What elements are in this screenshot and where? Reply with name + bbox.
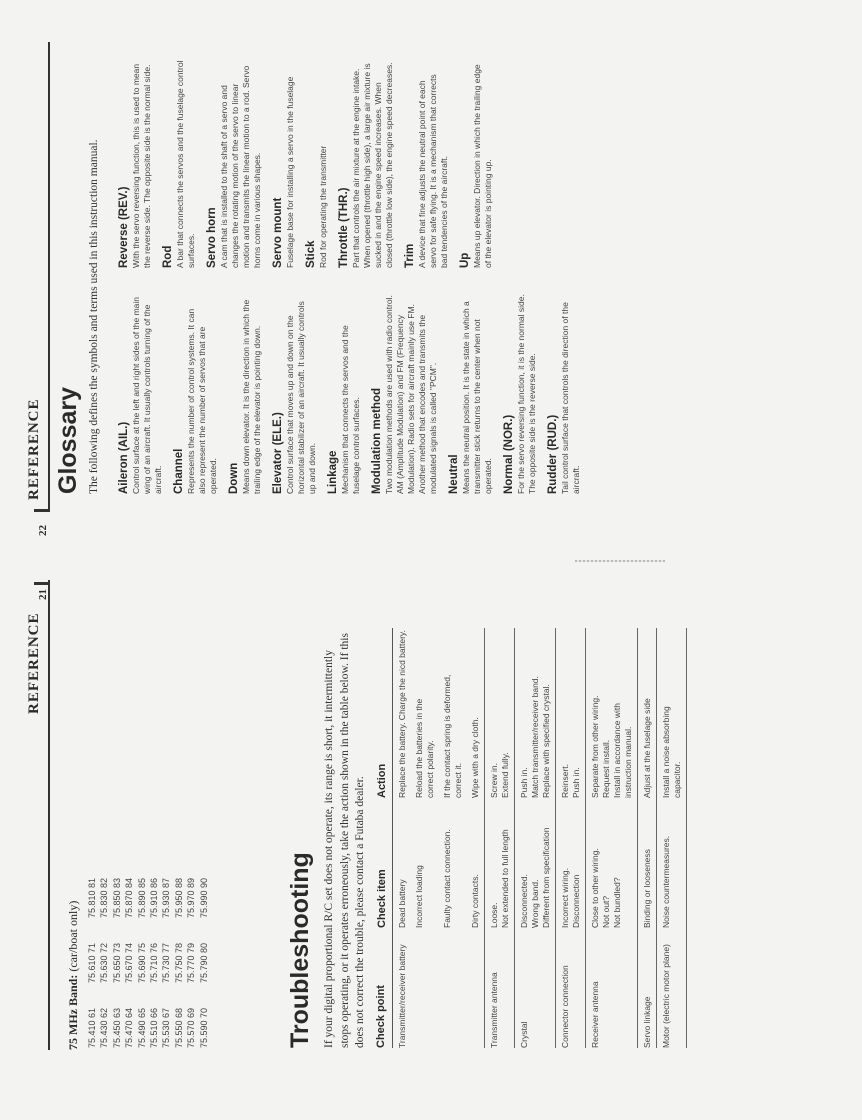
frequency-column — [86, 1008, 210, 1048]
check-action-group — [560, 628, 582, 928]
frequency-entry: 75.450 63 — [111, 1007, 122, 1048]
header-rule — [48, 580, 50, 1050]
header-check-item: Check item — [376, 869, 388, 928]
glossary-definition: A cam that is installed to the shaft of a servo and changes the rotating motion of the servo to linear motion and transmits the linear motion to a rod. Servo horns come in various shapes. — [219, 65, 262, 268]
frequency-entry: 75.910 86 — [149, 877, 160, 918]
header-check-point: Check point — [375, 985, 387, 1048]
page-21 — [0, 560, 862, 1120]
glossary-term: Down — [228, 462, 240, 494]
check-item-cell: Dirty contacts. — [470, 874, 480, 928]
glossary-definition: Means the neutral position. It is the state in which a transmitter stick returns to the center when not operated. — [461, 301, 493, 494]
check-action-pair — [489, 628, 511, 928]
action-cell: Install a noise absorbing capacitor. — [661, 706, 682, 798]
table-header — [376, 628, 393, 1048]
frequency-entry: 75.870 84 — [124, 877, 135, 918]
check-point-cell: Crystal — [519, 1021, 529, 1048]
glossary-term: Aileron (AIL.) — [118, 421, 130, 494]
header-rule — [48, 42, 50, 512]
glossary-definition: Tail control surface that controls the direction of the aircraft. — [560, 302, 581, 494]
action-cell: Reload the batteries in the correct polarity. — [414, 698, 435, 798]
frequency-entry: 75.950 88 — [173, 877, 184, 918]
glossary-intro: The following defines the symbols and terms used in this instruction manual. — [88, 139, 100, 494]
check-item-cell: Disconnected. Wrong band. Different from specification — [519, 827, 551, 928]
glossary-definition: Mechanism that connects the servos and the fuselage control surfaces. — [340, 325, 361, 494]
table-body — [393, 628, 687, 1048]
frequency-entry: 75.610 71 — [87, 942, 97, 983]
gutter-shadow — [575, 560, 665, 562]
action-cell: Replace the battery. Charge the nicd battery. — [397, 630, 407, 798]
table-row — [657, 628, 687, 1048]
table-row — [485, 628, 515, 1048]
check-point-cell: Receiver antenna — [590, 981, 600, 1048]
table-row — [638, 628, 657, 1048]
glossary-term: Stick — [305, 240, 317, 268]
header-bar — [34, 582, 50, 585]
frequency-entry: 75.510 66 — [149, 1007, 160, 1048]
table-row — [515, 628, 556, 1048]
header-action: Action — [376, 763, 388, 798]
glossary-term: Channel — [173, 448, 185, 494]
frequency-entry: 75.810 81 — [87, 877, 97, 918]
frequency-entry: 75.710 76 — [149, 942, 160, 983]
check-action-pair — [590, 628, 634, 928]
check-action-group — [642, 628, 653, 928]
frequency-column — [86, 878, 210, 918]
frequency-entry: 75.630 72 — [99, 942, 110, 983]
frequency-entry: 75.530 67 — [161, 1007, 172, 1048]
page-number: 22 — [37, 525, 49, 536]
frequency-entry: 75.490 65 — [136, 1007, 147, 1048]
check-action-pair — [661, 628, 683, 928]
band-title — [66, 901, 81, 1050]
troubleshooting-title: Troubleshooting — [286, 852, 314, 1048]
glossary-column — [118, 294, 582, 494]
frequency-column — [86, 943, 210, 983]
frequency-entry: 75.930 87 — [161, 877, 172, 918]
glossary-term: Neutral — [448, 454, 460, 494]
frequency-entry: 75.730 77 — [161, 942, 172, 983]
action-cell: Adjust at the fuselage side — [642, 698, 652, 798]
glossary-definition: Means up elevator. Direction in which the trailing edge of the elevator is pointing up. — [472, 64, 493, 268]
page-number: 21 — [37, 589, 49, 600]
action-cell: Reinsert. Push in. — [560, 763, 581, 798]
glossary-definition: For the servo reversing function, it is the normal side. The opposite side is the reverse side. — [516, 294, 537, 494]
check-action-pair — [397, 628, 408, 928]
frequency-entry: 75.830 82 — [99, 877, 110, 918]
frequency-entry: 75.410 61 — [87, 1007, 97, 1048]
frequency-entry: 75.590 70 — [198, 1007, 209, 1048]
glossary-term: Modulation method — [371, 387, 383, 494]
glossary-definition: A bar that connects the servos and the fuselage control surfaces. — [175, 60, 196, 268]
check-action-group — [489, 628, 511, 928]
glossary-definition: Fuselage base for installing a servo in the fuselage — [285, 76, 295, 268]
check-action-group — [397, 628, 481, 928]
frequency-entry: 75.990 90 — [198, 877, 209, 918]
check-item-cell: Incorrect loading — [414, 865, 424, 928]
check-point-cell: Motor (electric motor plane) — [661, 944, 671, 1048]
check-point-cell: Transmitter/receiver battery — [397, 944, 407, 1048]
frequency-entry: 75.550 68 — [173, 1007, 184, 1048]
glossary-term: Reverse (REV.) — [118, 186, 130, 268]
table-row — [556, 628, 586, 1048]
frequency-entry: 75.670 74 — [124, 942, 135, 983]
check-point-cell: Transmitter antenna — [489, 972, 499, 1048]
table-row — [393, 628, 485, 1048]
frequency-entry: 75.750 78 — [173, 942, 184, 983]
glossary-term: Trim — [404, 243, 416, 268]
glossary-definition: With the servo reversing function, this is used to mean the reverse side. The opposite side is the normal side. — [131, 63, 152, 268]
action-cell: Screw in. Extend fully. — [489, 752, 510, 798]
page-header: REFERENCE — [26, 612, 42, 714]
glossary-term: Elevator (ELE.) — [272, 412, 284, 494]
glossary-definition: Two modulation methods are used with radio control. AM (Amplitude Modulation) and FM (Frequency Modulation). Radio sets for aircraft mainly use FM. Another method that encodes and transmits the modulated signals is called "PCM". — [384, 295, 438, 494]
check-action-pair — [642, 628, 653, 928]
glossary-term: Servo mount — [272, 197, 284, 268]
check-point-cell: Servo linkage — [642, 996, 652, 1048]
check-action-pair — [519, 628, 552, 928]
check-item-cell: Binding or looseness — [642, 849, 652, 928]
frequency-entry: 75.430 62 — [99, 1007, 110, 1048]
check-item-cell: Loose. Not extended to full length — [489, 829, 510, 928]
glossary-definition: Part that controls the air mixture at the engine intake. When opened (throttle high side), a large air mixture is sucked in and the engine speed increases. When closed (throttle low side), the engine speed decreases. — [351, 62, 394, 268]
frequency-entry: 75.890 85 — [136, 877, 147, 918]
check-action-group — [519, 628, 552, 928]
check-action-group — [590, 628, 634, 928]
action-cell: Push in. Match transmitter/receiver band. Replace with specified crystal. — [519, 676, 551, 798]
frequency-entry: 75.970 89 — [186, 877, 197, 918]
check-item-cell: Faulty contact connection. — [442, 829, 452, 928]
action-cell: Wipe with a dry cloth. — [470, 717, 480, 798]
frequency-entry: 75.470 64 — [124, 1007, 135, 1048]
check-action-pair — [560, 628, 582, 928]
troubleshooting-intro: If your digital proportional R/C set does not operate, its range is short, it intermittently stops operating, or it operates erroneously, take the action shown in the table below. If this does not correct the trouble, please contact a Futaba dealer. — [323, 633, 366, 1048]
troubleshooting-table — [376, 628, 687, 1048]
check-action-pair — [442, 628, 464, 928]
glossary-term: Throttle (THR.) — [338, 187, 350, 268]
glossary-term: Rod — [162, 245, 174, 268]
page-header: REFERENCE — [26, 398, 42, 500]
frequency-entry: 75.770 79 — [186, 942, 197, 983]
check-item-cell: Close to other wiring. Not out? Not bundled? — [590, 848, 622, 928]
check-action-pair — [470, 628, 481, 928]
glossary-column — [118, 60, 494, 268]
check-item-cell: Noise countermeasures. — [661, 835, 671, 928]
glossary-definition: Rod for operating the transmitter — [318, 145, 328, 268]
glossary-definition: A device that fine adjusts the neutral point of each servo for safe flying. It is a mechanism that corrects bad tendencies of the aircraft. — [417, 74, 449, 268]
check-action-pair — [414, 628, 436, 928]
action-cell: Separate from other wiring. Request install. Install in accordance with instruction manual. — [590, 695, 633, 798]
check-item-cell: Incorrect wiring. Disconnection — [560, 868, 581, 928]
glossary-title: Glossary — [54, 386, 82, 494]
frequency-entry: 75.570 69 — [186, 1007, 197, 1048]
glossary-definition: Means down elevator. It is the direction in which the trailing edge of the elevator is pointing down. — [241, 299, 262, 494]
glossary-term: Servo horn — [206, 207, 218, 268]
glossary-term: Up — [459, 252, 471, 268]
table-row — [586, 628, 638, 1048]
frequency-entry: 75.790 80 — [198, 942, 209, 983]
check-item-cell: Dead battery — [397, 879, 407, 928]
frequency-entry: 75.650 73 — [111, 942, 122, 983]
frequency-entry: 75.850 83 — [111, 877, 122, 918]
glossary-definition: Represents the number of control systems. It can also represent the number of servos that are operated. — [186, 308, 218, 494]
glossary-definition: Control surface at the left and right sides of the main wing of an aircraft. It usually controls turning of the aircraft. — [131, 296, 163, 494]
action-cell: If the contact spring is deformed, correct it. — [442, 674, 463, 798]
glossary-definition: Control surface that moves up and down on the horizontal stabilizer of an aircraft. It usually controls up and down. — [285, 301, 317, 494]
frequency-entry: 75.690 75 — [136, 942, 147, 983]
band-title-rest: (car/boat only) — [66, 900, 80, 975]
check-point-cell: Connector connection — [560, 965, 570, 1048]
glossary-term: Normal (NOR.) — [503, 414, 515, 494]
glossary-term: Linkage — [327, 450, 339, 494]
glossary-term: Rudder (RUD.) — [547, 414, 559, 494]
check-action-group — [661, 628, 683, 928]
band-title-bold: 75 MHz Band: — [66, 974, 80, 1050]
